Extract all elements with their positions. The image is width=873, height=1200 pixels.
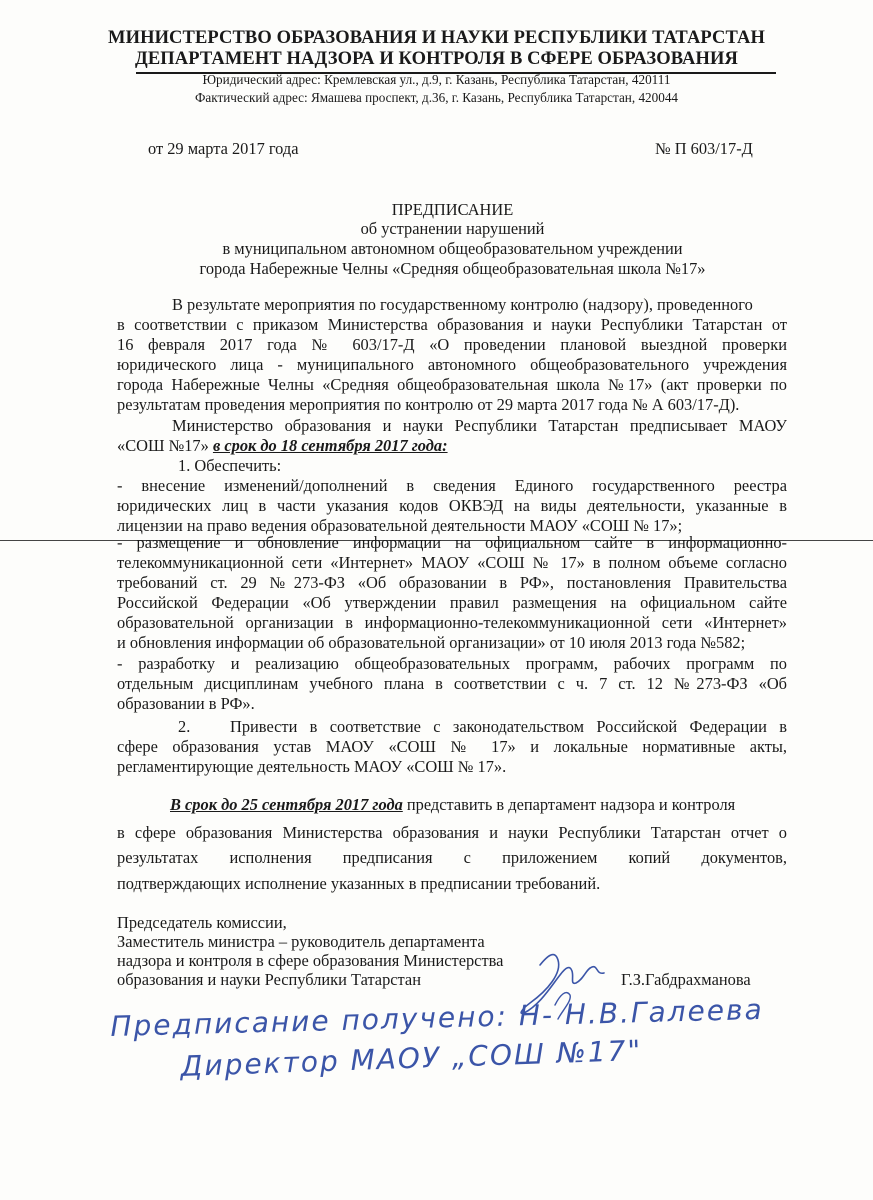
paragraph-line: результатах исполнения предписания с приложением копий документов, xyxy=(117,848,787,867)
signatory-line: надзора и контроля в сфере образования Министерства xyxy=(117,951,504,970)
list-item-line: образовательной организации в информационно-телекоммуникационной сети «Интернет» xyxy=(117,613,787,632)
paragraph-line xyxy=(117,436,448,456)
signatory-name: Г.З.Габдрахманова xyxy=(621,970,751,989)
title-line: города Набережные Челны «Средняя общеобразовательная школа №17» xyxy=(199,259,706,278)
signatory-line: образования и науки Республики Татарстан xyxy=(117,970,421,989)
list-item-line: образовании в РФ». xyxy=(117,694,255,713)
actual-address: Фактический адрес: Ямашева проспект, д.36, г. Казань, Республика Татарстан, 420044 xyxy=(194,90,679,105)
paragraph-line: Министерство образования и науки Республики Татарстан предписывает МАОУ xyxy=(172,416,787,435)
list-item-line: отдельным дисциплинам учебного плана в соответствии с ч. 7 ст. 12 №273-ФЗ «Об xyxy=(117,674,787,693)
paragraph-line xyxy=(170,795,735,815)
department-title: ДЕПАРТАМЕНТ НАДЗОРА И КОНТРОЛЯ В СФЕРЕ ОБРАЗОВАНИЯ xyxy=(135,49,738,69)
paragraph-line: результатам проведения мероприятия по контролю от 29 марта 2017 года № А 603/17-Д). xyxy=(117,395,740,414)
paragraph-line: 16 февраля 2017 года № 603/17-Д «О проведении плановой выездной проверки xyxy=(117,335,787,354)
list-item-line: - внесение изменений/дополнений в сведения Единого государственного реестра xyxy=(117,476,787,495)
list-item-line: Российской Федерации «Об утверждении правил размещения на официальном сайте xyxy=(117,593,787,612)
paragraph-line: в соответствии с приказом Министерства образования и науки Республики Татарстан от xyxy=(117,315,787,334)
list-item-line: юридических лиц в части указания кодов ОКВЭД на виды деятельности, указанные в xyxy=(117,496,787,515)
deadline-2: В срок до 25 сентября 2017 года xyxy=(170,795,403,814)
title-line: об устранении нарушений xyxy=(360,219,545,238)
paragraph-line: подтверждающих исполнение указанных в предписании требований. xyxy=(117,874,601,893)
deadline-1: в срок до 18 сентября 2017 года: xyxy=(212,436,448,455)
ministry-title: МИНИСТЕРСТВО ОБРАЗОВАНИЯ И НАУКИ РЕСПУБЛИКИ ТАТАРСТАН xyxy=(108,28,765,48)
list-item-line: телекоммуникационной сети «Интернет» МАОУ «СОШ № 17» в полном объеме согласно xyxy=(117,553,787,572)
paragraph-line: города Набережные Челны «Средняя общеобразовательная школа №17» (акт проверки по xyxy=(117,375,787,394)
item-1-heading: 1. Обеспечить: xyxy=(178,456,282,475)
paragraph-line: В результате мероприятия по государственному контролю (надзору), проведенного xyxy=(172,295,753,314)
document-date: от 29 марта 2017 года xyxy=(148,139,299,158)
item-2-line: Привести в соответствие с законодательством Российской Федерации в xyxy=(230,717,787,736)
handwritten-director-note: Директор МАОУ „СОШ №17" xyxy=(180,1033,643,1083)
item-2-line: сфере образования устав МАОУ «СОШ № 17» и локальные нормативные акты, xyxy=(117,737,787,756)
list-item-line: - размещение и обновление информации на официальном сайте в информационно- xyxy=(117,533,787,552)
school-name: «СОШ №17» xyxy=(117,436,209,455)
document-heading: ПРЕДПИСАНИЕ xyxy=(391,200,514,219)
list-item-line: и обновления информации об образовательной организации» от 10 июля 2013 года №582; xyxy=(117,633,746,652)
signatory-line: Заместитель министра – руководитель департамента xyxy=(117,932,485,951)
document-number: № П 603/17-Д xyxy=(655,139,753,158)
list-item-line: лицензии на право ведения образовательной деятельности МАОУ «СОШ № 17»; xyxy=(117,516,683,535)
item-2-number: 2. xyxy=(178,717,191,736)
paragraph-line: в сфере образования Министерства образования и науки Республики Татарстан отчет о xyxy=(117,823,787,842)
legal-address: Юридический адрес: Кремлевская ул., д.9, г. Казань, Республика Татарстан, 420111 xyxy=(202,72,671,87)
paragraph-line: юридического лица - муниципального автономного общеобразовательного учреждения xyxy=(117,355,787,374)
title-line: в муниципальном автономном общеобразовательном учреждении xyxy=(222,239,683,258)
list-item-line: требований ст. 29 №273-ФЗ «Об образовании в РФ», постановления Правительства xyxy=(117,573,787,592)
report-instruction: представить в департамент надзора и контроля xyxy=(406,795,736,814)
item-2-line: регламентирующие деятельность МАОУ «СОШ № 17». xyxy=(117,757,507,776)
signatory-line: Председатель комиссии, xyxy=(117,913,287,932)
list-item-line: - разработку и реализацию общеобразовательных программ, рабочих программ по xyxy=(117,654,787,673)
handwritten-receipt-note: Предписание получено: Н- Н.В.Галеева xyxy=(110,992,765,1043)
